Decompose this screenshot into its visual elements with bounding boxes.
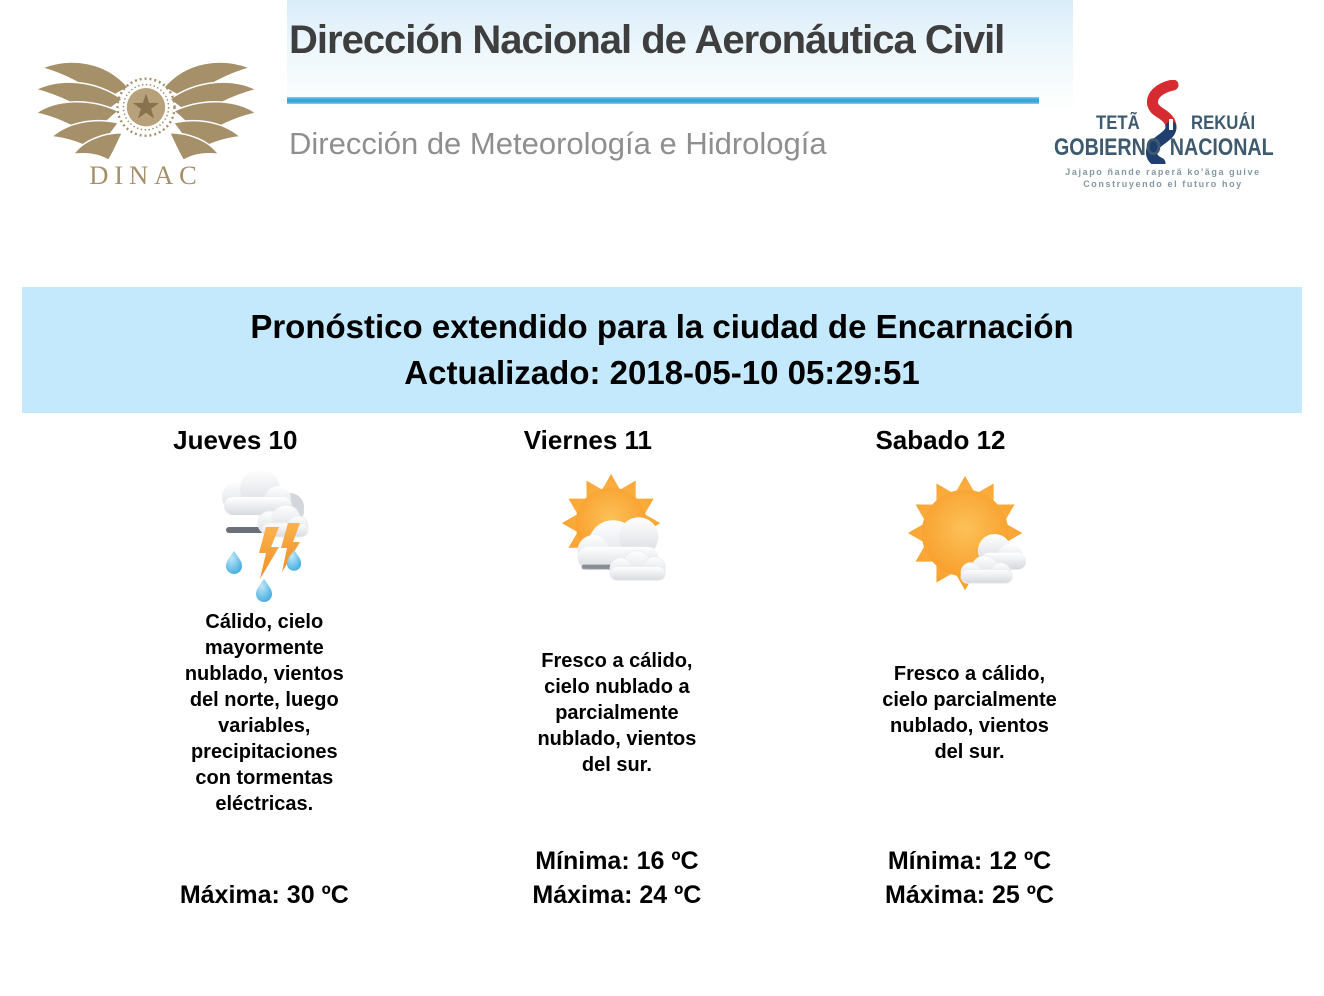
day-description: Fresco a cálido, cielo nublado a parcialmente nublado, vientos del sur. (537, 650, 697, 776)
maxima-temp: Máxima: 30 ºC (179, 881, 349, 909)
day-description: Cálido, cielo mayormente nublado, vientos del norte, luego variables, precipitaciones con tormentas eléctricas. (184, 611, 344, 815)
sun-behind-clouds-icon (441, 465, 794, 607)
title-block (287, 0, 1073, 112)
gov-word-rekuai: REKUÁI (1191, 113, 1256, 134)
forecast-day-card-jueves (88, 425, 441, 915)
gov-tagline-guarani: Jajapo ñande raperã ko'ãga guive (1065, 167, 1261, 177)
thunderstorm-icon (88, 465, 441, 607)
page-subtitle: Dirección de Meteorología e Hidrología (289, 126, 827, 161)
forecast-day-card-sabado (793, 425, 1146, 915)
day-label: Jueves 10 (173, 425, 298, 455)
raindrop-icon (226, 550, 301, 602)
maxima-temp: Máxima: 24 ºC (532, 881, 702, 909)
sun-with-clouds-icon (793, 465, 1146, 607)
forecast-day-card-viernes (441, 425, 794, 915)
maxima-temp: Máxima: 25 ºC (885, 881, 1054, 909)
day-label: Viernes 11 (523, 425, 652, 455)
minima-temp (88, 847, 441, 881)
forecast-banner (22, 287, 1302, 413)
gov-word-nacional: NACIONAL (1170, 134, 1274, 161)
day-label: Sabado 12 (875, 425, 1006, 455)
banner-title: Pronóstico extendido para la ciudad de Encarnación (250, 308, 1074, 345)
dinac-logo (28, 46, 264, 194)
gobierno-nacional-logo (1052, 80, 1274, 198)
gov-word-teta: TETÃ (1096, 113, 1140, 134)
dinac-wings-icon (28, 46, 264, 194)
minima-temp: Mínima: 16 ºC (535, 847, 699, 875)
banner-updated-timestamp: Actualizado: 2018-05-10 05:29:51 (404, 354, 920, 391)
dinac-logo-text: DINAC (89, 159, 203, 190)
gov-word-gobierno: GOBIERNO (1054, 134, 1162, 161)
forecast-days (88, 425, 1146, 915)
gov-tagline-spanish: Construyendo el futuro hoy (1083, 179, 1243, 189)
title-divider-line (287, 97, 1039, 104)
day-description: Fresco a cálido, cielo parcialmente nublado, vientos del sur. (882, 663, 1057, 763)
minima-temp: Mínima: 12 ºC (887, 847, 1052, 875)
page-title: Dirección Nacional de Aeronáutica Civil (289, 18, 1005, 62)
